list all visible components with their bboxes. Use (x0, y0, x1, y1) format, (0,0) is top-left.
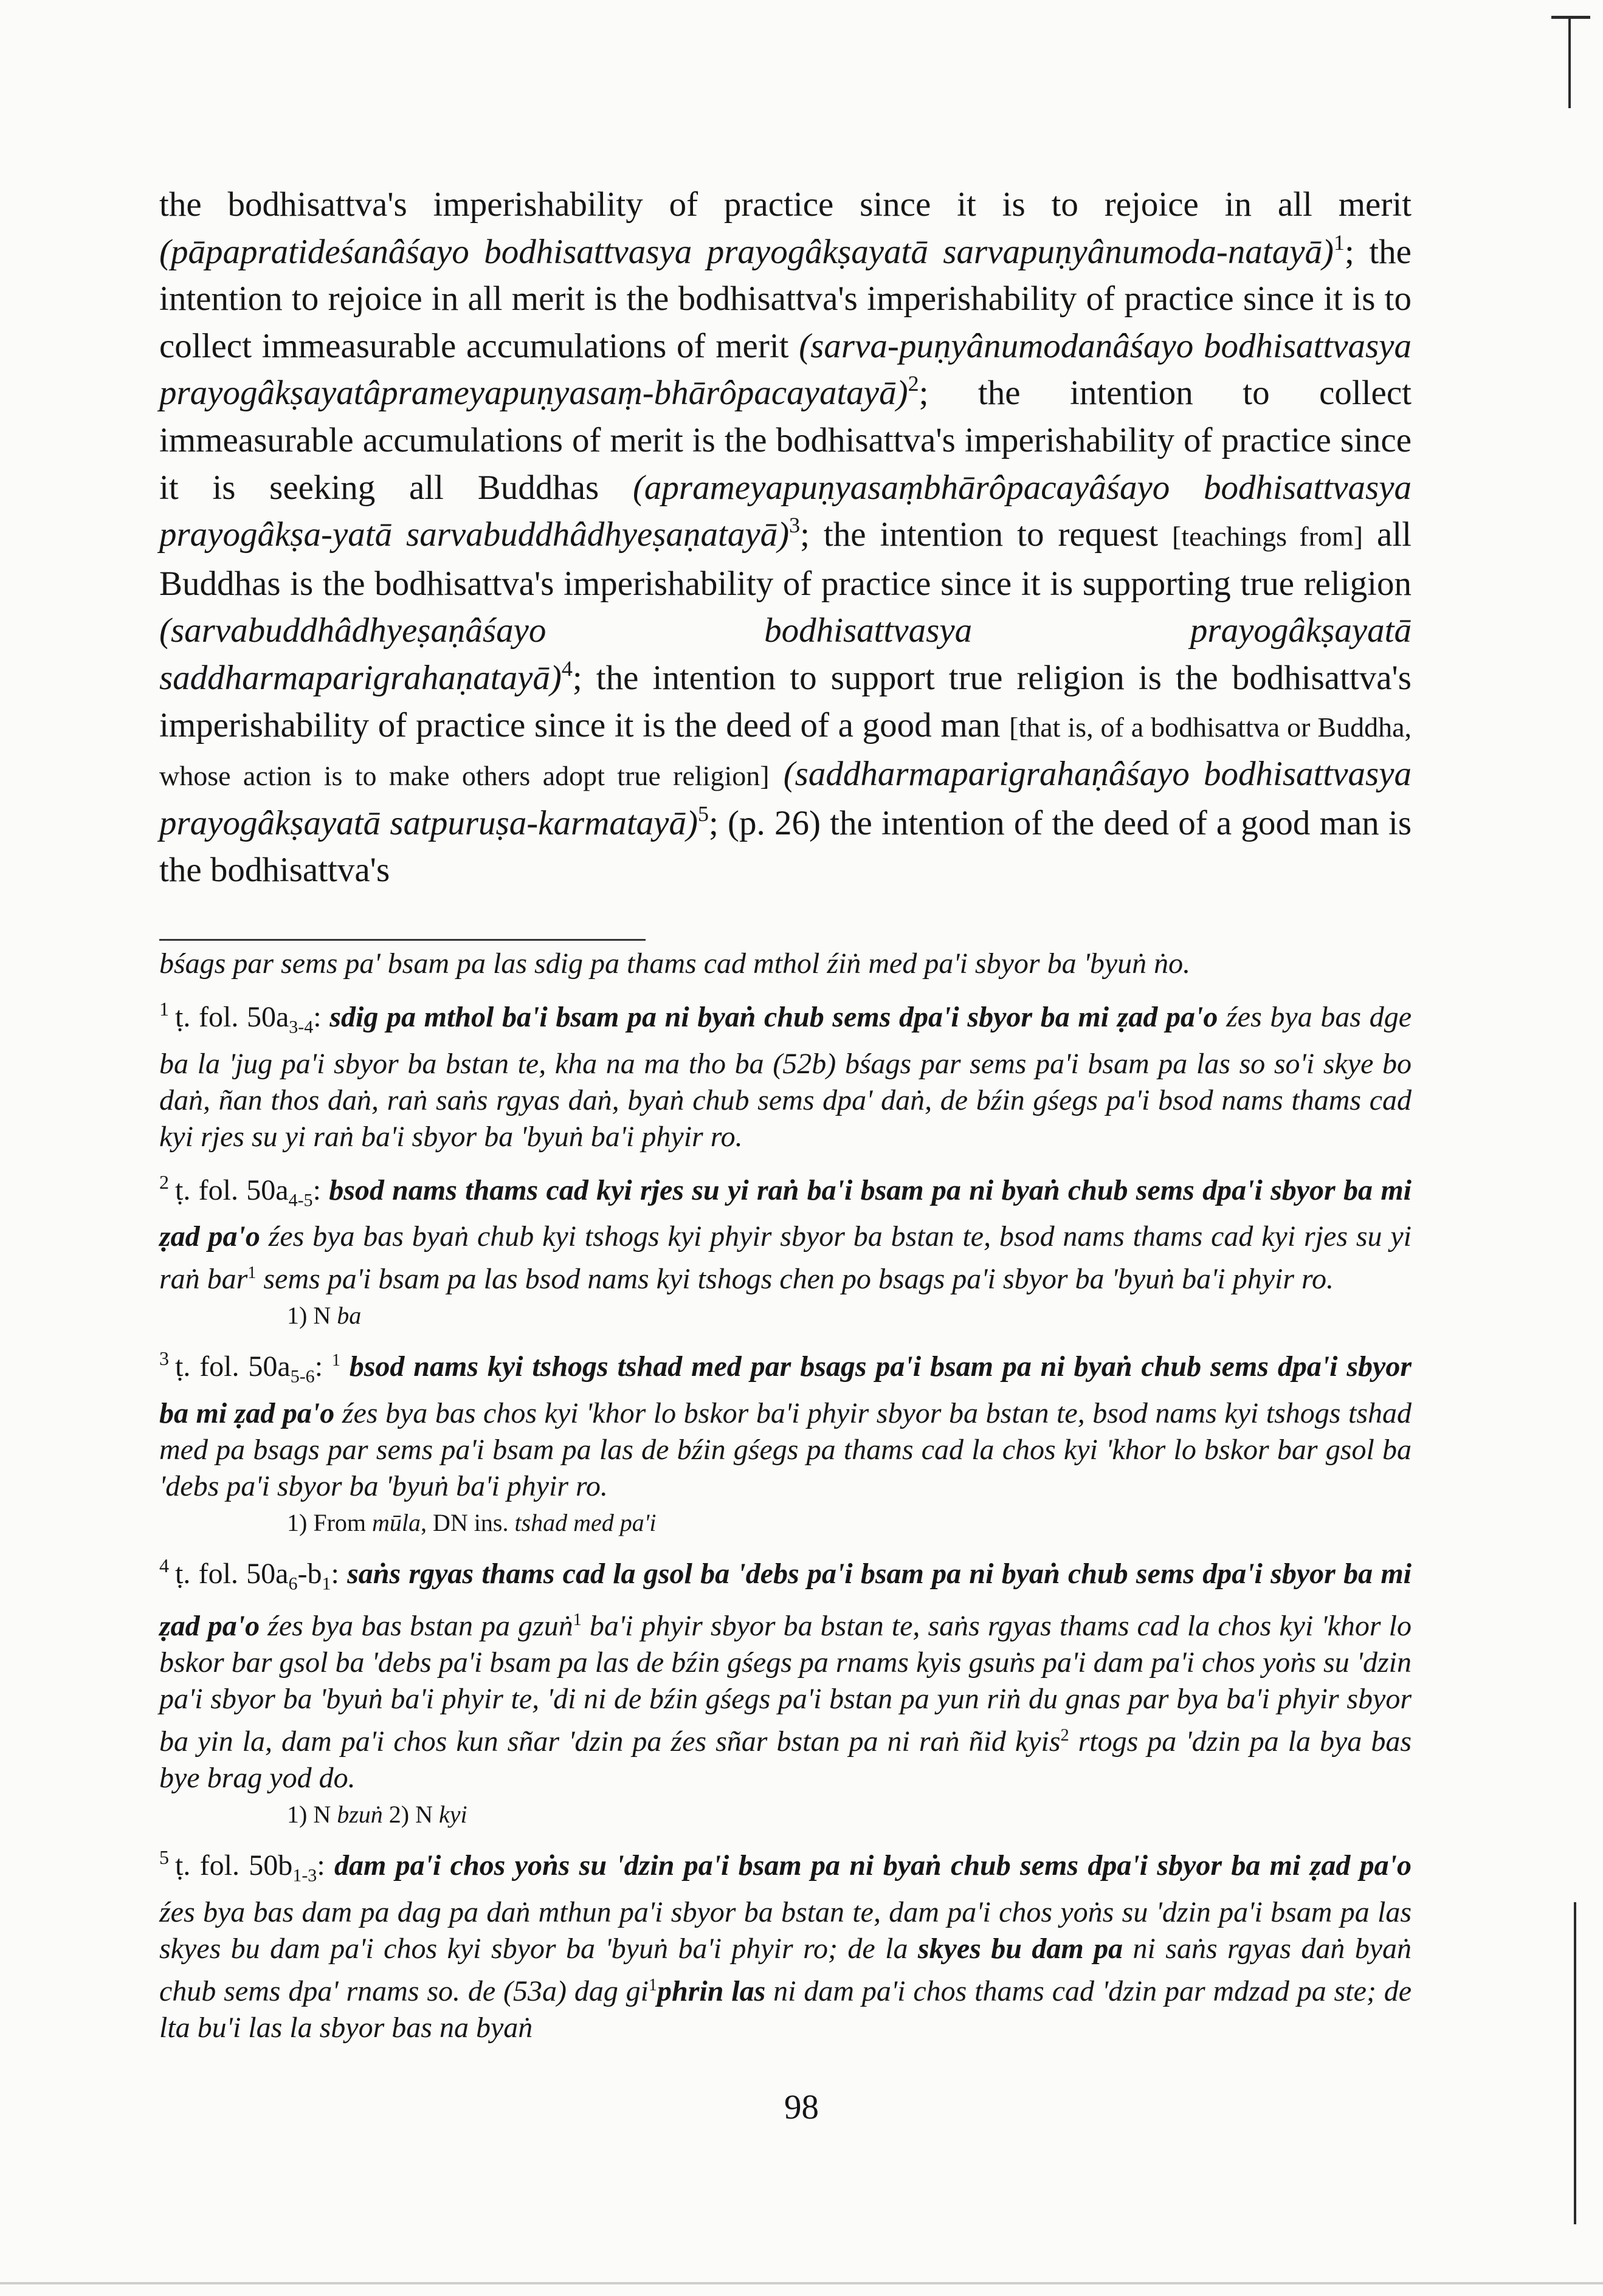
folio-ref-text: ṭ. fol. 50a (175, 1174, 289, 1206)
scan-edge-mark (0, 2282, 1603, 2284)
text-run: ; (p. 26) the intention of the deed of a good man is the bodhisattva's (159, 803, 1412, 890)
text-run: ; the intention to support true religion is the bodhisattva's imperishability of practice since it is the deed of a good man (159, 658, 1412, 744)
folio-ref: ṭ. fol. $50a_{3-4}$: (175, 1001, 330, 1037)
folio-line: 6 (288, 1573, 298, 1594)
page-content (159, 181, 1412, 2046)
text-run: ; the intention to request (800, 515, 1173, 554)
footnote-number: 3 (159, 1347, 169, 1370)
folio-ref-text: ṭ. fol. 50b (175, 1849, 293, 1882)
page-number: 98 (784, 2088, 819, 2126)
variant-text: 1) N (287, 1302, 331, 1330)
variant-reading: ba (337, 1302, 362, 1330)
continued-footnote: bśags par sems pa' bsam pa las sdig pa thams cad mthol źiṅ med pa'i sbyor ba 'byuṅ ṅo. (159, 947, 1191, 980)
footnote-ref: 3 (789, 513, 801, 538)
sanskrit-text: (sarvabuddhâdhyeṣaṇâśayo bodhisattvasya prayogâkṣayatā saddharmaparigrahaṇatayā) (159, 611, 1412, 697)
commentary-text: ba'i phyir sbyor ba bstan te, saṅs rgyas thams cad la chos kyi 'khor lo bskor bar gsol ba 'debs pa'i bsam pa las de bźin gśegs pa rnams kyis gsuṅs pa'i dam pa'i chos yoṅs su 'dzin pa'i sbyor ba 'byuṅ ba'i phyir te, 'di ni de bźin gśegs pa'i bstan pa yun riṅ du gnas par bya ba'i phyir sbyor ba yin la, dam pa'i chos kun sñar 'dzin pa źes sñar bstan pa ni raṅ ñid kyis (159, 1610, 1412, 1758)
text-run: ; the intention to collect immeasurable accumulations of merit is the bodhisattva's imperishability of practice since it is seeking all Buddhas (159, 374, 1412, 507)
variant-text: , DN ins. (421, 1508, 509, 1536)
folio-ref-text: ṭ. fol. 50a (175, 1350, 291, 1383)
folio-ref-text: ṭ. fol. 50a (175, 1001, 289, 1033)
footnote-separator (159, 939, 646, 941)
lemma: bsod nams thams cad kyi rjes su yi raṅ ba'i bsam pa ni byaṅ chub sems dpa'i sbyor ba mi ẓad pa'o (159, 1174, 1412, 1253)
lemma: phrin las (657, 1975, 766, 2007)
scan-edge-mark (1568, 17, 1571, 108)
variant-reading: bzuṅ (337, 1801, 383, 1829)
scan-edge-mark (1551, 16, 1590, 19)
variant-ref: 2 (1060, 1726, 1069, 1745)
text-run: all Buddhas is the bodhisattva's imperishability of practice since it is supporting true religion (159, 515, 1412, 603)
footnote-number: 4 (159, 1554, 169, 1576)
folio-line: 1-3 (292, 1865, 317, 1886)
variant-note (287, 1799, 1412, 1830)
editorial-insert: [teachings from] (1172, 521, 1363, 552)
folio-ref: ṭ. fol. $50a_{5-6}$: (175, 1350, 332, 1387)
variant-reading: tshad med pa'i (514, 1508, 657, 1536)
folio-ref-text: ṭ. fol. 50a (175, 1557, 289, 1590)
sanskrit-text: (sarva-puṇyânumodanâśayo bodhisattvasya prayogâkṣayatâprameyapuṇyasaṃ-bhārôpacayatayā) (159, 326, 1412, 413)
commentary-text: źes bya bas byaṅ chub kyi tshogs kyi phyir sbyor ba bstan te, bsod nams thams cad kyi rjes su yi raṅ bar (159, 1220, 1412, 1296)
variant-reading: mūla (372, 1508, 421, 1536)
variant-ref: 1 (331, 1351, 340, 1370)
variant-text: 1) From (287, 1508, 366, 1536)
folio-line: 1 (322, 1573, 331, 1594)
commentary-text: ni saṅs rgyas daṅ byaṅ chub sems dpa' rnams so. de (53a) dag gi (159, 1932, 1412, 2007)
folio-ref: ṭ. fol. $50b_{1-3}$: (175, 1849, 334, 1886)
scan-edge-mark (1574, 1902, 1576, 2224)
footnotes (159, 946, 1412, 2046)
footnote-1 (159, 991, 1412, 1155)
text-run: the bodhisattva's imperishability of practice since it is to rejoice in all merit (159, 185, 1412, 224)
lemma: saṅs rgyas thams cad la gsol ba 'debs pa'i bsam pa ni byaṅ chub sems dpa'i sbyor ba mi ẓad pa'o (159, 1557, 1412, 1643)
footnote-number: 5 (159, 1846, 169, 1869)
commentary-text: ni dam pa'i chos thams cad 'dzin par mdzad pa ste; de lta bu'i las la sbyor bas na byaṅ (159, 1975, 1412, 2044)
commentary-text: źes bya bas dge ba la 'jug pa'i sbyor ba bstan te, kha na ma tho ba (52b) bśags par sems pa'i bsam pa las so so'i skye bo daṅ, ñan thos daṅ, raṅ saṅs rgyas daṅ, byaṅ chub sems dpa' daṅ, de bźin gśegs pa'i bsod nams thams cad kyi rjes su yi raṅ ba'i sbyor ba 'byuṅ ba'i phyir ro. (159, 1001, 1412, 1153)
folio-line: 3-4 (289, 1017, 314, 1037)
main-text (159, 181, 1412, 938)
lemma: dam pa'i chos yoṅs su 'dzin pa'i bsam pa ni byaṅ chub sems dpa'i sbyor ba mi ẓad pa'o (334, 1849, 1412, 1882)
lemma: sdig pa mthol ba'i bsam pa ni byaṅ chub sems dpa'i sbyor ba mi ẓad pa'o (329, 1001, 1218, 1033)
text-run: ; the intention to rejoice in all merit is the bodhisattva's imperishability of practice since it is to collect immeasurable accumulations of merit (159, 232, 1412, 365)
variant-ref: 1 (247, 1263, 257, 1283)
variant-text: 2) N (388, 1801, 433, 1829)
commentary-text: sems pa'i bsam pa las bsod nams kyi tshogs chen po bsags pa'i sbyor ba 'byuṅ ba'i phyir ro. (256, 1263, 1334, 1296)
folio-ref: ṭ. fol. $50a_{4-5}$: (175, 1174, 329, 1211)
folio-line: 5-6 (290, 1366, 315, 1387)
footnote-ref: 5 (697, 801, 709, 826)
commentary-text: źes bya bas dam pa dag pa daṅ mthun pa'i sbyor ba bstan te, dam pa'i chos yoṅs su 'dzin pa'i bsam pa las skyes bu dam pa'i chos kyi sbyor ba 'byuṅ ba'i phyir ro; de la (159, 1896, 1412, 1965)
footnote-4 (159, 1547, 1412, 1797)
commentary-text: źes bya bas bstan pa gzuṅ (267, 1610, 573, 1643)
variant-ref: 1 (649, 1975, 658, 1995)
footnote-3 (159, 1340, 1412, 1505)
footnote-ref: 2 (908, 371, 919, 396)
commentary-text: rtogs pa 'dzin pa la bya bas bye brag yod do. (159, 1725, 1412, 1795)
variant-note (287, 1507, 1412, 1539)
footnote-number: 2 (159, 1170, 169, 1193)
lemma: bsod nams kyi tshogs tshad med par bsags pa'i bsam pa ni byaṅ chub sems dpa'i sbyor ba mi ẓad pa'o (159, 1350, 1412, 1429)
footnote-5 (159, 1839, 1412, 2046)
sanskrit-text: (saddharmaparigrahaṇâśayo bodhisattvasya prayogâkṣayatā satpuruṣa-karmatayā) (159, 755, 1412, 842)
footnote-ref: 4 (561, 656, 573, 681)
variant-ref: 1 (573, 1610, 582, 1630)
variant-text: 1) N (287, 1801, 331, 1829)
lemma: skyes bu dam pa (917, 1932, 1123, 1965)
editorial-insert: [that is, of a bodhisattva or Buddha, whose action is to make others adopt true religion] (159, 711, 1412, 792)
sanskrit-text: (pāpapratideśanâśayo bodhisattvasya prayogâkṣayatā sarvapuṇyânumoda-natayā) (159, 232, 1334, 271)
variant-reading: kyi (439, 1801, 467, 1829)
commentary-text: źes bya bas chos kyi 'khor lo bskor ba'i phyir sbyor ba bstan te, bsod nams kyi tshogs tshad med pa bsags par sems pa'i bsam pa las de bźin gśegs pa thams cad la chos kyi 'khor lo bskor bar gsol ba 'debs pa'i sbyor ba 'byuṅ ba'i phyir ro. (159, 1397, 1412, 1502)
footnote-number: 1 (159, 998, 169, 1020)
folio-ref: ṭ. fol. $50a_6-b_1$: (175, 1557, 348, 1594)
folio-ref-text: -b (297, 1557, 322, 1590)
sanskrit-text: (aprameyapuṇyasaṃbhārôpacayâśayo bodhisattvasya prayogâkṣa-yatā sarvabuddhâdhyeṣaṇatayā) (159, 468, 1412, 554)
footnote-ref: 1 (1334, 230, 1345, 255)
folio-line: 4-5 (288, 1190, 313, 1211)
variant-note (287, 1300, 1412, 1332)
footnote-2 (159, 1164, 1412, 1298)
